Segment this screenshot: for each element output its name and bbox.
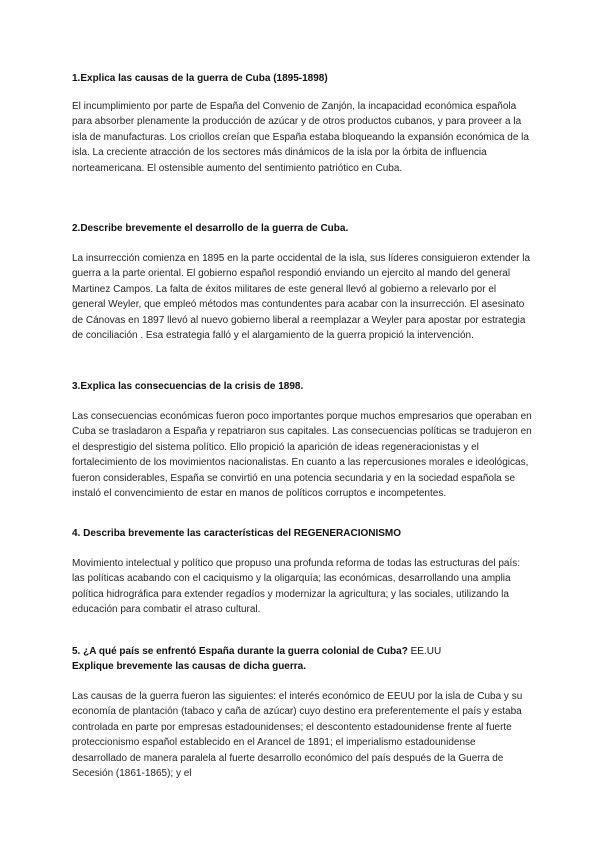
- section-4-paragraph: Movimiento intelectual y político que propuso una profunda reforma de todas las estructuras del país: las políticas acabando con el caciquismo y la oligarquía; las económicas, desarrollando una amplia política hidrográfica para extender regadíos y modernizar la agricultura; y las sociales, utilizando la educación para combatir el atraso cultural.: [72, 558, 521, 616]
- section-3-heading: 3.Explica las consecuencias de la crisis de 1898.: [72, 381, 304, 392]
- section-3-paragraph: Las consecuencias económicas fueron poco importantes porque muchos empresarios que operaban en Cuba se trasladaron a España y repatriaron sus capitales. Las consecuencias políticas se tradujeron en el desprestigio del sistema político. Ello propició la aparición de ideas regeneracionistas y el fortalecimiento de los movimientos nacionalistas. En cuanto a las repercusiones morales e ideológicas, fueron considerables, España se convirtió en una potencia secundaria y en la sociedad española se instaló el convencimiento de estar en manos de políticos corruptos e incompetentes.: [72, 411, 532, 500]
- section-4-heading: 4. Describa brevemente las características del REGENERACIONISMO: [72, 528, 402, 539]
- section-2: [72, 222, 532, 343]
- section-5: [72, 645, 532, 781]
- section-1-paragraph: El incumplimiento por parte de España del Convenio de Zanjón, la incapacidad económica española para absorber plenamente la producción de azúcar y de otros productos cubanos, y para proveer a la isla de manufacturas. Los criollos creían que España estaba bloqueando la expansión económica de la isla. La creciente atracción de los sectores más dinámicos de la isla por la órbita de influencia norteamericana. El ostensible aumento del sentimiento patriótico en Cuba.: [72, 101, 529, 174]
- section-5-paragraph: Las causas de la guerra fueron las siguientes: el interés económico de EEUU por la isla de Cuba y su economía de plantación (tabaco y caña de azúcar) cuyo destino era preferentemente el país y estaba controlada en parte por empresas estadounidenses; el descontento estadounidense frente al fuerte proteccionismo español establecido en el Arancel de 1891; el imperialismo estadounidense desarrollado de manera paralela al fuerte desarrollo económico del país después de la Guerra de Secesión (1861-1865); y el: [72, 691, 523, 780]
- section-5-heading-line2: Explique brevemente las causas de dicha guerra.: [72, 661, 306, 672]
- section-5-heading: [72, 645, 532, 659]
- section-1: [72, 72, 532, 176]
- section-2-heading: 2.Describe brevemente el desarrollo de la guerra de Cuba.: [72, 223, 349, 234]
- section-2-paragraph: La insurrección comienza en 1895 en la parte occidental de la isla, sus líderes consiguieron extender la guerra a la parte oriental. El gobierno español respondió enviando un ejercito al mando del general Martinez Campos. La falta de éxitos militares de este general llevó al gobierno a relevarlo por el general Weyler, que empleó métodos mas contundentes para acabar con la insurrección. El asesinato de Cánovas en 1897 llevó al nuevo gobierno liberal a reemplazar a Weyler para apostar por estrategia de conciliación . Esa estrategia falló y el alargamiento de la guerra propició la intervención.: [72, 253, 531, 342]
- section-4: [72, 527, 532, 618]
- section-5-question: 5. ¿A qué país se enfrentó España durante la guerra colonial de Cuba?: [72, 646, 408, 657]
- section-3: [72, 380, 532, 501]
- section-5-answer: EE.UU: [410, 646, 442, 657]
- section-1-heading: 1.Explica las causas de la guerra de Cuba (1895-1898): [72, 73, 328, 84]
